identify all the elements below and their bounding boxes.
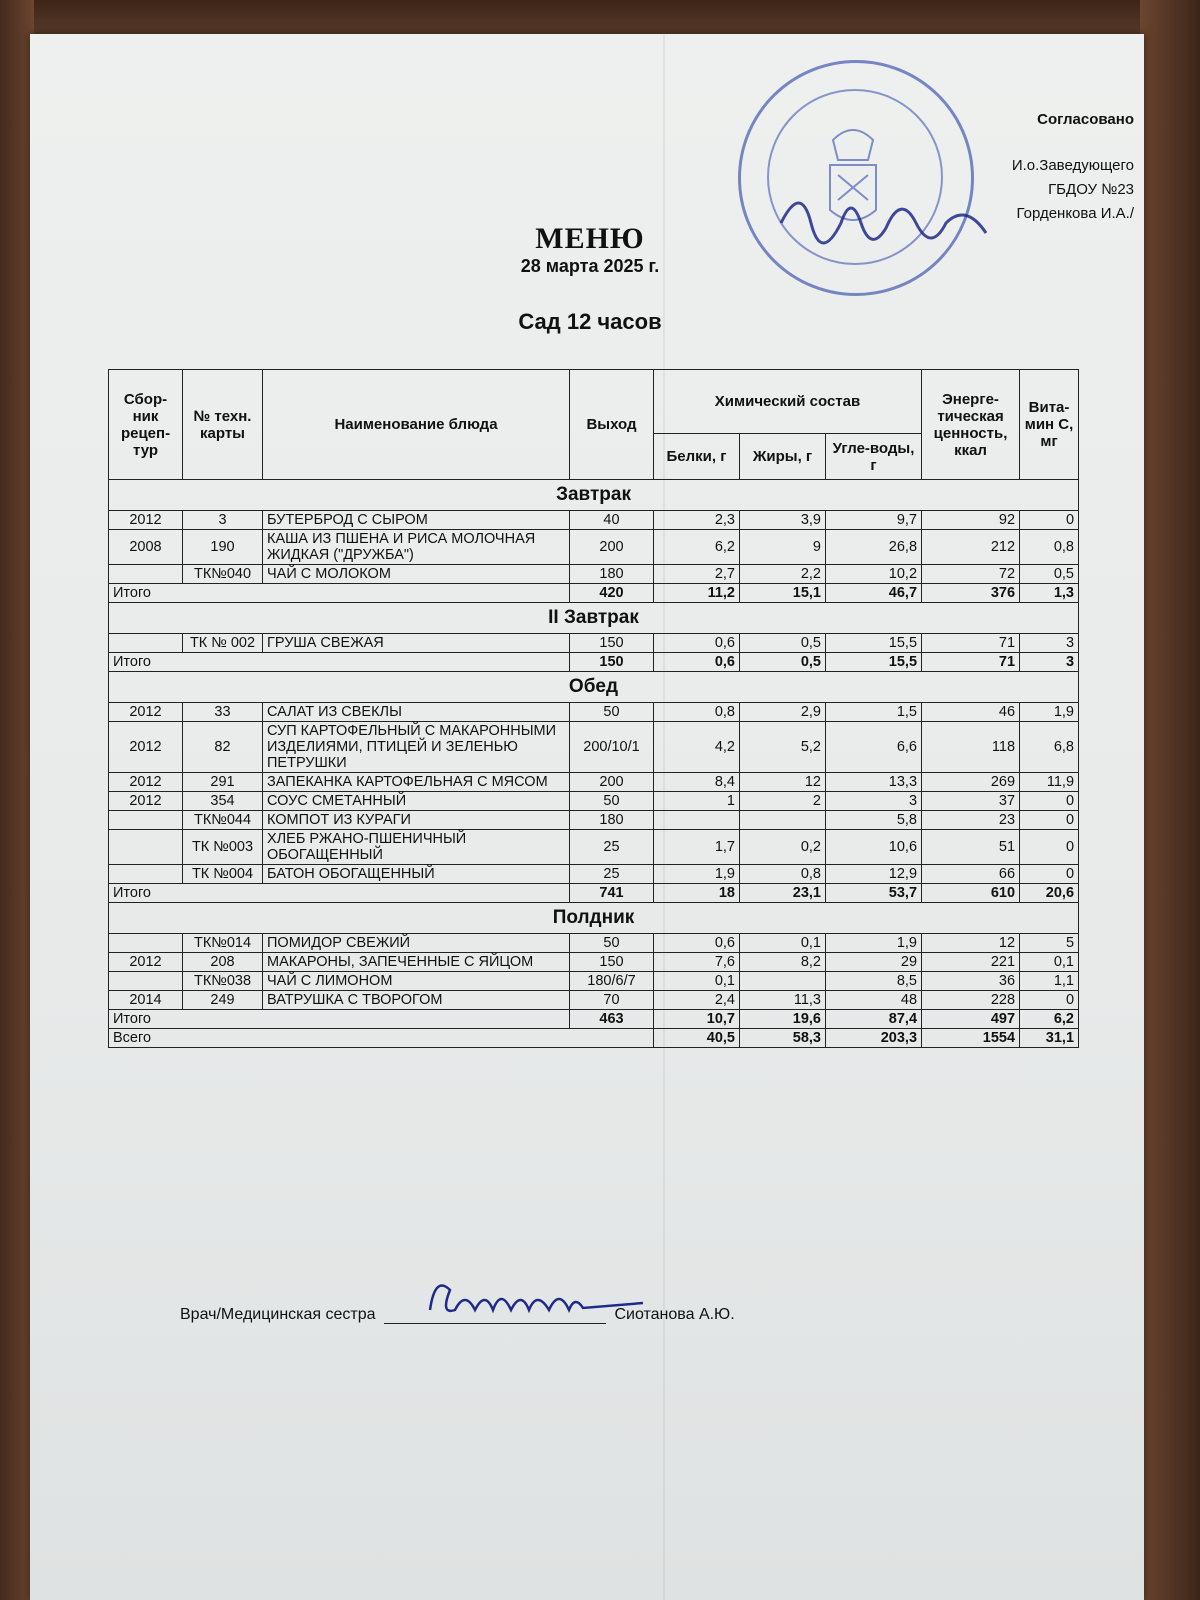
total-fat: 0,5: [740, 653, 826, 672]
protein-cell: 1: [654, 792, 740, 811]
total-energy: 497: [922, 1010, 1020, 1029]
collection-cell: [109, 565, 183, 584]
dish-name-cell: САЛАТ ИЗ СВЕКЛЫ: [263, 703, 570, 722]
energy-cell: 46: [922, 703, 1020, 722]
dish-name-cell: ГРУША СВЕЖАЯ: [263, 634, 570, 653]
energy-cell: 221: [922, 953, 1020, 972]
yield-cell: 180/6/7: [570, 972, 654, 991]
fat-cell: 0,2: [740, 830, 826, 865]
collection-cell: 2012: [109, 773, 183, 792]
vitamin-cell: 0: [1020, 830, 1079, 865]
fat-cell: [740, 972, 826, 991]
protein-cell: 0,1: [654, 972, 740, 991]
yield-cell: 150: [570, 634, 654, 653]
table-row: [109, 634, 1079, 653]
table-row: [109, 811, 1079, 830]
carbs-cell: 15,5: [826, 634, 922, 653]
total-label: Итого: [109, 584, 570, 603]
fat-cell: 2,2: [740, 565, 826, 584]
table-row: [109, 722, 1079, 773]
dish-name-cell: ПОМИДОР СВЕЖИЙ: [263, 934, 570, 953]
fat-cell: 8,2: [740, 953, 826, 972]
card-cell: ТК№044: [183, 811, 263, 830]
yield-cell: 50: [570, 703, 654, 722]
approval-block: [1012, 108, 1134, 226]
vitamin-cell: 0: [1020, 865, 1079, 884]
table-row: [109, 972, 1079, 991]
carbs-cell: 12,9: [826, 865, 922, 884]
dish-name-cell: КОМПОТ ИЗ КУРАГИ: [263, 811, 570, 830]
yield-cell: 180: [570, 565, 654, 584]
total-carbs: 87,4: [826, 1010, 922, 1029]
menu-table: [108, 369, 1079, 1048]
yield-cell: 50: [570, 934, 654, 953]
collection-cell: [109, 830, 183, 865]
total-label: Итого: [109, 1010, 570, 1029]
vitamin-cell: 0: [1020, 991, 1079, 1010]
approval-position: И.о.Заведующего: [1011, 157, 1134, 174]
fat-cell: 5,2: [740, 722, 826, 773]
document-title: МЕНЮ: [535, 222, 645, 255]
card-cell: 82: [183, 722, 263, 773]
dish-name-cell: ЗАПЕКАНКА КАРТОФЕЛЬНАЯ С МЯСОМ: [263, 773, 570, 792]
vitamin-cell: 5: [1020, 934, 1079, 953]
table-row: [109, 530, 1079, 565]
handwritten-signature-icon: [420, 1265, 650, 1335]
fat-cell: 9: [740, 530, 826, 565]
protein-cell: 7,6: [654, 953, 740, 972]
header-card: № техн. карты: [183, 370, 263, 480]
table-row: [109, 953, 1079, 972]
grand-total-protein: 40,5: [654, 1029, 740, 1048]
section-title: II Завтрак: [109, 603, 1079, 634]
collection-cell: 2012: [109, 722, 183, 773]
total-row: [109, 584, 1079, 603]
protein-cell: 2,4: [654, 991, 740, 1010]
yield-cell: 25: [570, 830, 654, 865]
collection-cell: 2012: [109, 511, 183, 530]
card-cell: ТК №004: [183, 865, 263, 884]
carbs-cell: 13,3: [826, 773, 922, 792]
total-protein: 11,2: [654, 584, 740, 603]
carbs-cell: 10,2: [826, 565, 922, 584]
dish-name-cell: ВАТРУШКА С ТВОРОГОМ: [263, 991, 570, 1010]
energy-cell: 228: [922, 991, 1020, 1010]
card-cell: ТК № 002: [183, 634, 263, 653]
vitamin-cell: 11,9: [1020, 773, 1079, 792]
dish-name-cell: БУТЕРБРОД С СЫРОМ: [263, 511, 570, 530]
title-block: [440, 222, 740, 335]
fat-cell: 12: [740, 773, 826, 792]
protein-cell: 0,8: [654, 703, 740, 722]
total-carbs: 15,5: [826, 653, 922, 672]
total-yield: 150: [570, 653, 654, 672]
approval-heading: Согласовано: [1037, 111, 1134, 128]
fat-cell: 0,8: [740, 865, 826, 884]
total-yield: 420: [570, 584, 654, 603]
total-vitamin: 20,6: [1020, 884, 1079, 903]
dish-name-cell: СУП КАРТОФЕЛЬНЫЙ С МАКАРОННЫМИ ИЗДЕЛИЯМИ, ПТИЦЕЙ И ЗЕЛЕНЬЮ ПЕТРУШКИ: [263, 722, 570, 773]
energy-cell: 51: [922, 830, 1020, 865]
card-cell: 291: [183, 773, 263, 792]
table-row: [109, 991, 1079, 1010]
table-row: [109, 565, 1079, 584]
total-row: [109, 1010, 1079, 1029]
grand-total-row: [109, 1029, 1079, 1048]
grand-total-carbs: 203,3: [826, 1029, 922, 1048]
fat-cell: 3,9: [740, 511, 826, 530]
vitamin-cell: 1,1: [1020, 972, 1079, 991]
total-vitamin: 6,2: [1020, 1010, 1079, 1029]
dish-name-cell: ЧАЙ С ЛИМОНОМ: [263, 972, 570, 991]
table-row: [109, 773, 1079, 792]
vitamin-cell: 3: [1020, 634, 1079, 653]
yield-cell: 180: [570, 811, 654, 830]
collection-cell: [109, 865, 183, 884]
dish-name-cell: КАША ИЗ ПШЕНА И РИСА МОЛОЧНАЯ ЖИДКАЯ ("ДРУЖБА"): [263, 530, 570, 565]
collection-cell: 2012: [109, 953, 183, 972]
fat-cell: 11,3: [740, 991, 826, 1010]
protein-cell: 2,3: [654, 511, 740, 530]
carbs-cell: 5,8: [826, 811, 922, 830]
header-dish: Наименование блюда: [263, 370, 570, 480]
section-title: Полдник: [109, 903, 1079, 934]
yield-cell: 70: [570, 991, 654, 1010]
collection-cell: 2012: [109, 703, 183, 722]
protein-cell: 6,2: [654, 530, 740, 565]
total-yield: 463: [570, 1010, 654, 1029]
energy-cell: 66: [922, 865, 1020, 884]
collection-cell: [109, 972, 183, 991]
protein-cell: 1,9: [654, 865, 740, 884]
energy-cell: 72: [922, 565, 1020, 584]
total-label: Итого: [109, 653, 570, 672]
header-carbs: Угле-воды, г: [826, 434, 922, 480]
protein-cell: 0,6: [654, 634, 740, 653]
menu-body: [109, 480, 1079, 1048]
table-row: [109, 830, 1079, 865]
total-carbs: 46,7: [826, 584, 922, 603]
carbs-cell: 1,5: [826, 703, 922, 722]
vitamin-cell: 0: [1020, 811, 1079, 830]
total-protein: 10,7: [654, 1010, 740, 1029]
energy-cell: 92: [922, 511, 1020, 530]
approval-signature-icon: [761, 163, 1021, 283]
protein-cell: 4,2: [654, 722, 740, 773]
total-vitamin: 3: [1020, 653, 1079, 672]
dish-name-cell: ХЛЕБ РЖАНО-ПШЕНИЧНЫЙ ОБОГАЩЕННЫЙ: [263, 830, 570, 865]
protein-cell: 8,4: [654, 773, 740, 792]
section-title: Завтрак: [109, 480, 1079, 511]
header-chem: Химический состав: [654, 370, 922, 434]
grand-total-vitamin: 31,1: [1020, 1029, 1079, 1048]
fat-cell: 0,5: [740, 634, 826, 653]
protein-cell: 0,6: [654, 934, 740, 953]
yield-cell: 40: [570, 511, 654, 530]
background-left: [0, 0, 34, 1600]
yield-cell: 150: [570, 953, 654, 972]
energy-cell: 269: [922, 773, 1020, 792]
energy-cell: 71: [922, 634, 1020, 653]
section-title: Обед: [109, 672, 1079, 703]
energy-cell: 37: [922, 792, 1020, 811]
vitamin-cell: 0: [1020, 792, 1079, 811]
grand-total-label: Всего: [109, 1029, 654, 1048]
official-stamp: [738, 60, 974, 296]
total-row: [109, 653, 1079, 672]
section-row: [109, 903, 1079, 934]
carbs-cell: 26,8: [826, 530, 922, 565]
grand-total-energy: 1554: [922, 1029, 1020, 1048]
collection-cell: [109, 811, 183, 830]
yield-cell: 200: [570, 773, 654, 792]
total-energy: 610: [922, 884, 1020, 903]
header-collection: Сбор-ник рецеп-тур: [109, 370, 183, 480]
energy-cell: 36: [922, 972, 1020, 991]
header-energy: Энерге-тическая ценность, ккал: [922, 370, 1020, 480]
vitamin-cell: 1,9: [1020, 703, 1079, 722]
yield-cell: 50: [570, 792, 654, 811]
card-cell: 3: [183, 511, 263, 530]
collection-cell: [109, 634, 183, 653]
collection-cell: 2014: [109, 991, 183, 1010]
carbs-cell: 9,7: [826, 511, 922, 530]
energy-cell: 212: [922, 530, 1020, 565]
grand-total-fat: 58,3: [740, 1029, 826, 1048]
card-cell: ТК №003: [183, 830, 263, 865]
header-vitamin: Вита-мин С, мг: [1020, 370, 1079, 480]
dish-name-cell: БАТОН ОБОГАЩЕННЫЙ: [263, 865, 570, 884]
header-yield: Выход: [570, 370, 654, 480]
total-energy: 376: [922, 584, 1020, 603]
carbs-cell: 6,6: [826, 722, 922, 773]
carbs-cell: 3: [826, 792, 922, 811]
dish-name-cell: СОУС СМЕТАННЫЙ: [263, 792, 570, 811]
vitamin-cell: 0,8: [1020, 530, 1079, 565]
energy-cell: 118: [922, 722, 1020, 773]
total-vitamin: 1,3: [1020, 584, 1079, 603]
table-row: [109, 703, 1079, 722]
total-carbs: 53,7: [826, 884, 922, 903]
table-row: [109, 792, 1079, 811]
document-date: 28 марта 2025 г.: [520, 256, 660, 276]
total-fat: 15,1: [740, 584, 826, 603]
total-protein: 18: [654, 884, 740, 903]
total-fat: 23,1: [740, 884, 826, 903]
total-protein: 0,6: [654, 653, 740, 672]
total-energy: 71: [922, 653, 1020, 672]
collection-cell: 2012: [109, 792, 183, 811]
card-cell: 208: [183, 953, 263, 972]
dish-name-cell: МАКАРОНЫ, ЗАПЕЧЕННЫЕ С ЯЙЦОМ: [263, 953, 570, 972]
vitamin-cell: 0,1: [1020, 953, 1079, 972]
card-cell: 249: [183, 991, 263, 1010]
section-row: [109, 480, 1079, 511]
yield-cell: 200: [570, 530, 654, 565]
table-row: [109, 934, 1079, 953]
signature-name: Сиотанова А.Ю.: [614, 1306, 735, 1323]
card-cell: ТК№014: [183, 934, 263, 953]
section-row: [109, 603, 1079, 634]
energy-cell: 12: [922, 934, 1020, 953]
vitamin-cell: 6,8: [1020, 722, 1079, 773]
energy-cell: 23: [922, 811, 1020, 830]
approval-org: ГБДОУ №23: [1048, 181, 1134, 198]
table-row: [109, 511, 1079, 530]
total-row: [109, 884, 1079, 903]
header-protein: Белки, г: [654, 434, 740, 480]
carbs-cell: 1,9: [826, 934, 922, 953]
yield-cell: 200/10/1: [570, 722, 654, 773]
vitamin-cell: 0: [1020, 511, 1079, 530]
vitamin-cell: 0,5: [1020, 565, 1079, 584]
collection-cell: 2008: [109, 530, 183, 565]
signature-role: Врач/Медицинская сестра: [180, 1306, 376, 1323]
carbs-cell: 29: [826, 953, 922, 972]
yield-cell: 25: [570, 865, 654, 884]
protein-cell: [654, 811, 740, 830]
card-cell: 33: [183, 703, 263, 722]
total-label: Итого: [109, 884, 570, 903]
section-row: [109, 672, 1079, 703]
dish-name-cell: ЧАЙ С МОЛОКОМ: [263, 565, 570, 584]
group-title: Сад 12 часов: [518, 309, 662, 334]
collection-cell: [109, 934, 183, 953]
protein-cell: 2,7: [654, 565, 740, 584]
fat-cell: [740, 811, 826, 830]
header-fat: Жиры, г: [740, 434, 826, 480]
background-right: [1140, 0, 1200, 1600]
card-cell: ТК№040: [183, 565, 263, 584]
carbs-cell: 8,5: [826, 972, 922, 991]
fat-cell: 0,1: [740, 934, 826, 953]
total-yield: 741: [570, 884, 654, 903]
protein-cell: 1,7: [654, 830, 740, 865]
carbs-cell: 10,6: [826, 830, 922, 865]
approval-name: Горденкова И.А./: [1016, 205, 1134, 222]
total-fat: 19,6: [740, 1010, 826, 1029]
fat-cell: 2: [740, 792, 826, 811]
carbs-cell: 48: [826, 991, 922, 1010]
card-cell: 354: [183, 792, 263, 811]
card-cell: 190: [183, 530, 263, 565]
table-row: [109, 865, 1079, 884]
fat-cell: 2,9: [740, 703, 826, 722]
card-cell: ТК№038: [183, 972, 263, 991]
